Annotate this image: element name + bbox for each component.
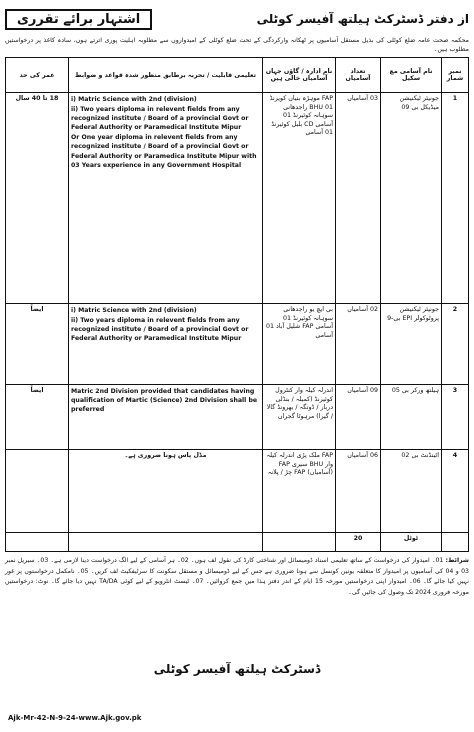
conditions-text [5, 556, 469, 598]
qualification-line: ii) Two years diploma in relevent fields from any recognized institute / Board of a provincial Govt or Federal Authority or Paramedical Institute Mipur [71, 317, 249, 343]
place-cell: اندرلہ کیلہ وار کنٹرول کوئیرنڈ (کمیلہ / بنڈلی دربار / ڈونگہ / بھرونڈ گالا / گیرا) مرہوٹا گجراں [263, 385, 336, 450]
qualification-line: ii) Two years diploma in relevent fields from any recognized institute / Board of a provincial Govt or Federal Authority or Paramedical Institute Mipur [71, 106, 249, 132]
table-row [6, 93, 469, 304]
header-age: عمر کی حد [6, 58, 69, 93]
qualification-line: Or One year diploma in relevent fields from any recognized institute / Board of a provincial Govt or Federal Authority or Paramedica Institute Mipur with 03 Years experience in any Government Hospital [71, 134, 257, 169]
place-cell: بی ایچ یو راجدھانی سوہانہ کوئیرنڈ 01 آسامی FAP شلیل آباد 01 آسامی [263, 304, 336, 385]
count-cell: 09 آسامیاں [336, 385, 381, 450]
header-post-name: نام آسامی مع سکیل [381, 58, 442, 93]
footer-reference: Ajk-Mr-42-N-9-24-www.Ajk.gov.pk [8, 714, 142, 722]
count-cell: 03 آسامیاں [336, 93, 381, 304]
conditions-body: 01۔ امیدوار کی درخواست کے ساتھ تعلیمی اسناد ڈومیسائل اور شناختی کارڈ کی نقول لف ہوں۔ 02۔ ہر آسامی کے لیے الگ درخواست دینا لازمی ہے۔ 03۔ سیریل نمبر 03 و 04 کی آسامیوں پر امیدوار کا متعلقہ یونین کونسل سے ہونا ضروری ہے جس کے لیے ڈومیسائل و مستقل سکونت کا سرٹیفکیٹ لف کریں۔ 05۔ نامکمل درخواستوں پر غور نہیں کیا جائے گا۔ 06۔ امیدوار اپنی درخواستیں مورخہ 15 ایام کے اندر دفتر ہذا میں جمع کروائیں۔ 07۔ ٹیسٹ انٹرویو کے لیے کوئی TA/DA نہیں دیا جائے گا۔ نوٹ: درخواستیں مورخہ فروری 2024 تک وصول کی جائیں گی۔ [5, 557, 469, 596]
post-name-cell: جونیئر ٹیکنیشن میڈیکل بی 09 [381, 93, 442, 304]
header-count: تعداد آسامیاں [336, 58, 381, 93]
blank-cell [69, 533, 263, 552]
office-name: از دفتر ڈسٹرکٹ ہیلتھ آفیسر کوٹلی [256, 12, 469, 26]
age-cell: ایضاً [6, 385, 69, 450]
table-row [6, 304, 469, 385]
serial-cell: 3 [442, 385, 469, 450]
post-name-cell: اٹینڈنٹ بی 02 [381, 450, 442, 533]
total-value: 20 [336, 533, 381, 552]
header-place: نام ادارہ / گاؤں جہاں آسامیاں خالی ہیں [263, 58, 336, 93]
total-label: ٹوٹل [381, 533, 442, 552]
place-cell: FAP موہڑہ بنیاں کویرنڈ 01 BHU راجدھانی سوہانہ کوئیرنڈ 01 آسامی CD بلبل کوئیرنڈ 01 آسامی [263, 93, 336, 304]
vacancy-table [5, 57, 469, 552]
total-row [6, 533, 469, 552]
table-row [6, 450, 469, 533]
post-name-cell: ہیلتھ ورکر بی 05 [381, 385, 442, 450]
conditions-label: شرائط: [445, 557, 469, 564]
qualification-line: i) Matric Science with 2nd (division) [71, 307, 197, 314]
table-row [6, 385, 469, 450]
serial-cell: 4 [442, 450, 469, 533]
qualification-cell [69, 304, 263, 385]
qualification-cell [69, 385, 263, 450]
intro-text: محکمہ صحت عامہ ضلع کوٹلی کی بذیل مستقل آسامیوں پر ٹھکانہ وارکردگی کے تحت ضلع کوٹلی کے امیدواروں سے مطلوبہ اہلیت پوری اترتے ہوں، سادہ کاغذ پر درخواستیں مطلوب ہیں۔ [5, 37, 469, 53]
qualification-line: i) Matric Science with 2nd (division) [71, 96, 197, 103]
header-qualification: تعلیمی قابلیت / تجربہ برطابق منظور شدہ قواعد و ضوابط [69, 58, 263, 93]
signature-block: ڈسٹرکٹ ہیلتھ آفیسر کوٹلی [153, 662, 321, 676]
qualification-cell: مڈل پاس ہونا ضروری ہے۔ [69, 450, 263, 533]
age-cell [6, 450, 69, 533]
blank-cell [442, 533, 469, 552]
place-cell: FAP ملک پڑی اندرلہ کیلہ وار BHU سیری FAP (آسامیاں) FAP چڑ / پلانہ [263, 450, 336, 533]
blank-cell [263, 533, 336, 552]
post-name-cell: جونیئر ٹیکنیشن پروٹوکولر EPI بی-9 [381, 304, 442, 385]
age-cell: ایضاً [6, 304, 69, 385]
qualification-cell [69, 93, 263, 304]
blank-cell [6, 533, 69, 552]
header-serial: نمبر شمار [442, 58, 469, 93]
table-header-row [6, 58, 469, 93]
qualification-line: Matric 2nd Division provided that candidates having qualification of Martic (Science) 2nd Division shall be preferred [71, 388, 258, 414]
serial-cell: 1 [442, 93, 469, 304]
serial-cell: 2 [442, 304, 469, 385]
count-cell: 02 آسامیاں [336, 304, 381, 385]
advertisement-title: اشتہار برائے تقرری [5, 9, 152, 30]
count-cell: 06 آسامیاں [336, 450, 381, 533]
age-cell: 18 تا 40 سال [6, 93, 69, 304]
header [5, 4, 469, 34]
